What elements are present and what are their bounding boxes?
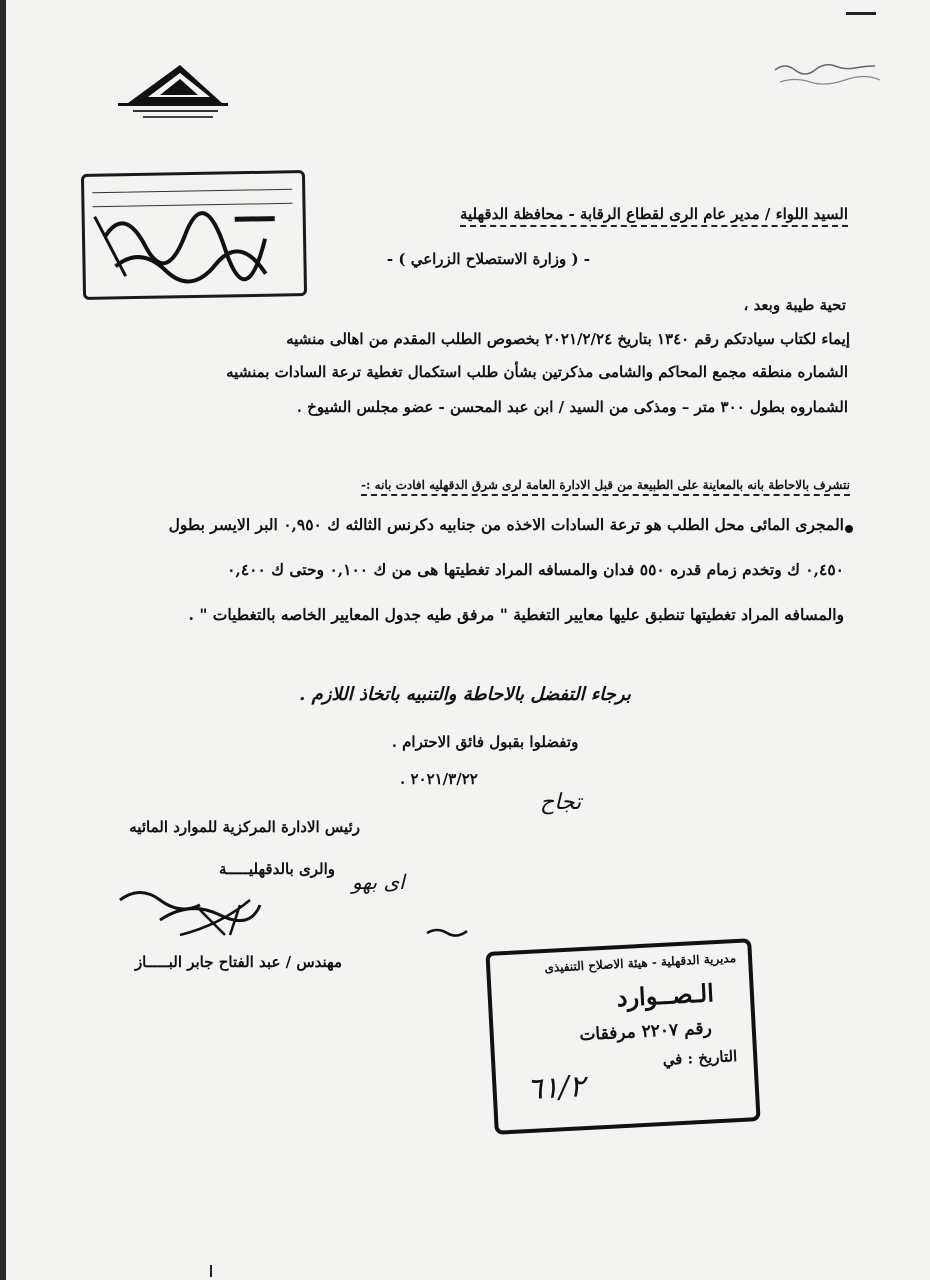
intro-line-3: الشماروه بطول ٣٠٠ متر – ومذكى من السيد / ابن عبد المحسن - عضو مجلس الشيوخ .: [296, 398, 848, 416]
header-faint-text: [770, 50, 890, 95]
stamp-department: الـصــوارد: [615, 978, 715, 1013]
signatory-title-1: رئيس الادارة المركزية للموارد المائيه: [129, 818, 360, 836]
margin-mark: [846, 10, 876, 18]
stamp-handwriting: [84, 173, 304, 297]
stamp-handwritten-date: ٦١/٢: [525, 1069, 586, 1108]
ink-mark: [425, 925, 470, 940]
receiving-stamp: [485, 938, 760, 1135]
findings-header: نتشرف بالاحاطة بانه بالمعاينة على الطبيعة من قبل الادارة العامة لرى شرق الدقهليه افادت بانه :-: [361, 478, 850, 496]
findings-line-2: ٠,٤٥٠ ك وتخدم زمام قدره ٥٥٠ فدان والمسافه المراد تغطيتها هى من ك ٠,١٠٠ وحتى ك ٠,٤٠٠: [227, 560, 844, 579]
closing-line: وتفضلوا بقبول فائق الاحترام .: [391, 733, 579, 751]
intro-line-2: الشماره منطقه مجمع المحاكم والشامى مذكرتين بشأن طلب استكمال تغطية ترعة السادات بمنشيه: [226, 363, 848, 381]
incoming-stamp-top: [81, 170, 307, 300]
scan-speck: [210, 1265, 212, 1277]
handwritten-approval: تجاح: [540, 790, 582, 815]
signature-icon: [100, 880, 280, 950]
greeting: تحية طيبة وبعد ،: [743, 296, 846, 314]
stamp-authority: مديرية الدقهلية - هيئة الاصلاح التنفيذى: [544, 950, 737, 976]
findings-line-1: المجرى المائى محل الطلب هو ترعة السادات الاخذه من جنابيه دكرنس الثالثه ك ٠,٩٥٠ البر الايسر بطول: [168, 515, 844, 534]
signatory-title-2: والرى بالدقهليـــــة: [218, 860, 335, 878]
addressee-department: - ( وزارة الاستصلاح الزراعي ) -: [386, 250, 590, 268]
intro-line-1: إيماء لكتاب سيادتكم رقم ١٣٤٠ بتاريخ ٢٠٢١/٢/٢٤ بخصوص الطلب المقدم من اهالى منشيه: [286, 330, 850, 348]
signatory-name: مهندس / عبد الفتاح جابر البـــــاز: [134, 953, 342, 971]
addressee-line: السيد اللواء / مدير عام الرى لقطاع الرقابة - محافظة الدقهلية: [460, 205, 848, 227]
bullet-icon: [845, 525, 853, 533]
request-line: برجاء التفضل بالاحاطة والتنبيه باتخاذ اللازم .: [299, 684, 631, 705]
ministry-logo: [118, 55, 228, 125]
stamp-date-label: التاريخ : في: [662, 1047, 738, 1069]
stamp-number: رقم ٢٢٠٧ مرفقات: [578, 1018, 713, 1046]
scan-edge: [0, 0, 6, 1280]
handwritten-note: اى بهو: [352, 870, 405, 894]
letter-date: ٢٠٢١/٣/٢٢ .: [400, 770, 478, 788]
findings-line-3: والمسافه المراد تغطيتها تنطبق عليها معايير التغطية " مرفق طيه جدول المعايير الخاصه بالتغطيات " .: [188, 605, 844, 624]
